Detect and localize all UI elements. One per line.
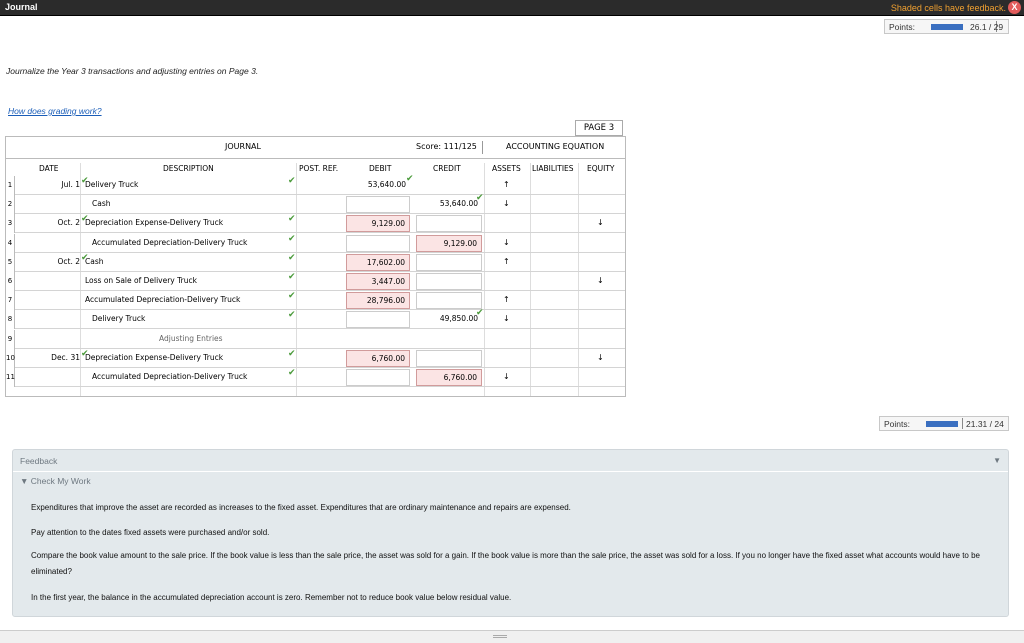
credit-cell[interactable] — [416, 273, 482, 290]
instruction-text: Journalize the Year 3 transactions and adjusting entries on Page 3. — [6, 66, 259, 76]
credit-cell[interactable] — [416, 292, 482, 309]
assets-arrow-icon[interactable]: ↑ — [503, 256, 510, 266]
debit-cell[interactable] — [346, 311, 410, 328]
equity-arrow-icon[interactable]: ↓ — [597, 218, 604, 228]
journal-row — [6, 291, 625, 310]
row-number: 4 — [6, 234, 15, 253]
date-cell[interactable]: Dec. 31 — [51, 352, 80, 362]
journal-row — [6, 330, 625, 349]
feedback-paragraph: Expenditures that improve the asset are recorded as increases to the fixed asset. Expenditures that are ordinary maintenance and repairs are expensed. — [31, 503, 571, 512]
assets-arrow-icon[interactable]: ↓ — [503, 314, 510, 324]
check-icon: ✔ — [288, 310, 296, 321]
description-cell[interactable]: Cash — [92, 199, 111, 209]
description-cell[interactable]: Cash — [85, 256, 104, 266]
points-summary-top — [884, 19, 1009, 34]
col-description: DESCRIPTION — [163, 164, 214, 173]
debit-cell[interactable]: 6,760.00 — [346, 350, 410, 367]
assets-arrow-icon[interactable]: ↑ — [503, 295, 510, 305]
assets-arrow-icon[interactable]: ↓ — [503, 372, 510, 381]
assets-arrow-icon[interactable]: ↓ — [503, 199, 510, 209]
col-liabilities: LIABILITIES — [532, 164, 574, 173]
row-number: 5 — [6, 253, 15, 272]
journal-table — [5, 136, 626, 397]
row-number: 7 — [6, 291, 15, 310]
check-icon: ✔ — [81, 176, 89, 186]
description-cell[interactable]: Depreciation Expense-Delivery Truck — [85, 218, 224, 228]
credit-cell[interactable] — [416, 254, 482, 271]
credit-cell[interactable]: 9,129.00 — [416, 235, 482, 252]
window-title: Journal — [5, 2, 38, 12]
journal-row — [6, 214, 625, 233]
assets-arrow-icon[interactable]: ↑ — [503, 180, 510, 189]
points-value: 21.31 / 24 — [966, 419, 1004, 429]
journal-row — [6, 176, 625, 195]
journal-header — [6, 137, 625, 159]
check-icon: ✔ — [81, 252, 89, 263]
debit-cell[interactable]: 28,796.00 — [346, 292, 410, 309]
title-bar — [0, 0, 1024, 16]
col-assets: ASSETS — [492, 164, 521, 173]
check-icon: ✔ — [288, 176, 296, 186]
row-number: 10 — [6, 349, 15, 368]
check-icon: ✔ — [81, 214, 89, 225]
points-progress-bar — [931, 24, 963, 30]
check-icon: ✔ — [288, 233, 296, 244]
credit-cell[interactable]: 49,850.00 — [439, 314, 478, 324]
journal-row — [6, 368, 625, 387]
description-cell[interactable]: Delivery Truck — [85, 180, 139, 189]
row-number: 8 — [6, 310, 15, 329]
description-cell[interactable]: Accumulated Depreciation-Delivery Truck — [85, 295, 241, 305]
collapse-triangle-icon[interactable]: ▼ — [993, 456, 1001, 465]
debit-cell[interactable] — [346, 235, 410, 252]
debit-cell[interactable]: 3,447.00 — [346, 273, 410, 290]
col-credit: CREDIT — [433, 164, 461, 173]
check-icon: ✔ — [288, 291, 296, 302]
accounting-equation-title: ACCOUNTING EQUATION — [506, 142, 605, 151]
feedback-header[interactable] — [13, 450, 1008, 472]
description-cell[interactable]: Accumulated Depreciation-Delivery Truck — [92, 372, 248, 381]
debit-cell[interactable]: 9,129.00 — [346, 215, 410, 232]
assets-arrow-icon[interactable]: ↓ — [503, 237, 510, 247]
feedback-paragraph: In the first year, the balance in the accumulated depreciation account is zero. Remember not to reduce book value below residual value. — [31, 593, 512, 602]
check-icon: ✔ — [476, 308, 484, 319]
credit-cell[interactable]: 6,760.00 — [416, 369, 482, 386]
col-post-ref: POST. REF. — [299, 164, 339, 173]
debit-cell[interactable]: 53,640.00 — [367, 180, 406, 189]
check-icon: ✔ — [81, 348, 89, 359]
points-divider — [962, 418, 963, 429]
journal-title: JOURNAL — [225, 142, 261, 151]
score-text: Score: 111/125 — [416, 142, 477, 151]
grading-help-link[interactable]: How does grading work? — [8, 106, 102, 116]
check-icon: ✔ — [476, 193, 484, 204]
col-debit: DEBIT — [369, 164, 392, 173]
feedback-title: Feedback — [20, 456, 58, 466]
feedback-paragraph: Compare the book value amount to the sale price. If the book value is less than the sale price, the asset was sold for a gain. If the book value is more than the sale price, the asset was sold for a loss. If you no longer have the fixed asset what accounts would have to be eliminated? — [31, 551, 980, 576]
points-label: Points: — [889, 22, 915, 32]
points-label: Points: — [884, 419, 910, 429]
journal-row — [6, 195, 625, 214]
credit-cell[interactable] — [416, 350, 482, 367]
feedback-panel — [12, 449, 1009, 617]
check-icon: ✔ — [288, 252, 296, 263]
check-icon: ✔ — [288, 348, 296, 359]
debit-cell[interactable] — [346, 196, 410, 213]
row-number: 11 — [6, 368, 15, 387]
equity-arrow-icon[interactable]: ↓ — [597, 276, 604, 285]
date-cell[interactable]: Oct. 2 — [57, 218, 80, 228]
debit-cell[interactable] — [346, 369, 410, 386]
points-summary-bottom — [879, 416, 1009, 431]
description-cell[interactable]: Depreciation Expense-Delivery Truck — [85, 352, 224, 362]
resize-bar — [0, 630, 1024, 643]
resize-grip-icon[interactable] — [493, 635, 507, 638]
debit-cell[interactable]: 17,602.00 — [346, 254, 410, 271]
description-cell[interactable]: Accumulated Depreciation-Delivery Truck — [92, 237, 248, 247]
date-cell[interactable]: Oct. 2 — [57, 256, 80, 266]
check-my-work-toggle[interactable]: ▼ Check My Work — [20, 476, 91, 486]
points-progress-bar — [926, 421, 958, 427]
credit-cell[interactable] — [416, 215, 482, 232]
col-date: DATE — [39, 164, 59, 173]
check-icon: ✔ — [288, 368, 296, 378]
page-tab[interactable]: PAGE 3 — [575, 120, 623, 136]
journal-row — [6, 272, 625, 291]
shaded-cells-notice: Shaded cells have feedback. — [890, 3, 1006, 13]
journal-row — [6, 349, 625, 368]
equity-arrow-icon[interactable]: ↓ — [597, 352, 604, 362]
row-number: 1 — [6, 176, 15, 195]
credit-cell[interactable]: 53,640.00 — [439, 199, 478, 209]
journal-row — [6, 253, 625, 272]
journal-row — [6, 310, 625, 329]
description-cell[interactable]: Loss on Sale of Delivery Truck — [85, 276, 197, 285]
date-cell[interactable]: Jul. 1 — [61, 180, 80, 189]
row-number: 2 — [6, 195, 15, 214]
check-icon: ✔ — [406, 174, 414, 184]
score-divider — [482, 141, 483, 154]
check-icon: ✔ — [288, 272, 296, 282]
feedback-paragraph: Pay attention to the dates fixed assets were purchased and/or sold. — [31, 528, 270, 537]
row-number: 9 — [6, 330, 15, 349]
close-icon[interactable]: X — [1008, 1, 1021, 14]
points-value: 26.1 / 29 — [970, 22, 1004, 32]
description-cell: Adjusting Entries — [159, 333, 223, 343]
description-cell[interactable]: Delivery Truck — [92, 314, 146, 324]
check-icon: ✔ — [288, 214, 296, 225]
journal-row — [6, 234, 625, 253]
row-number: 6 — [6, 272, 15, 291]
col-equity: EQUITY — [587, 164, 615, 173]
row-number: 3 — [6, 214, 15, 233]
